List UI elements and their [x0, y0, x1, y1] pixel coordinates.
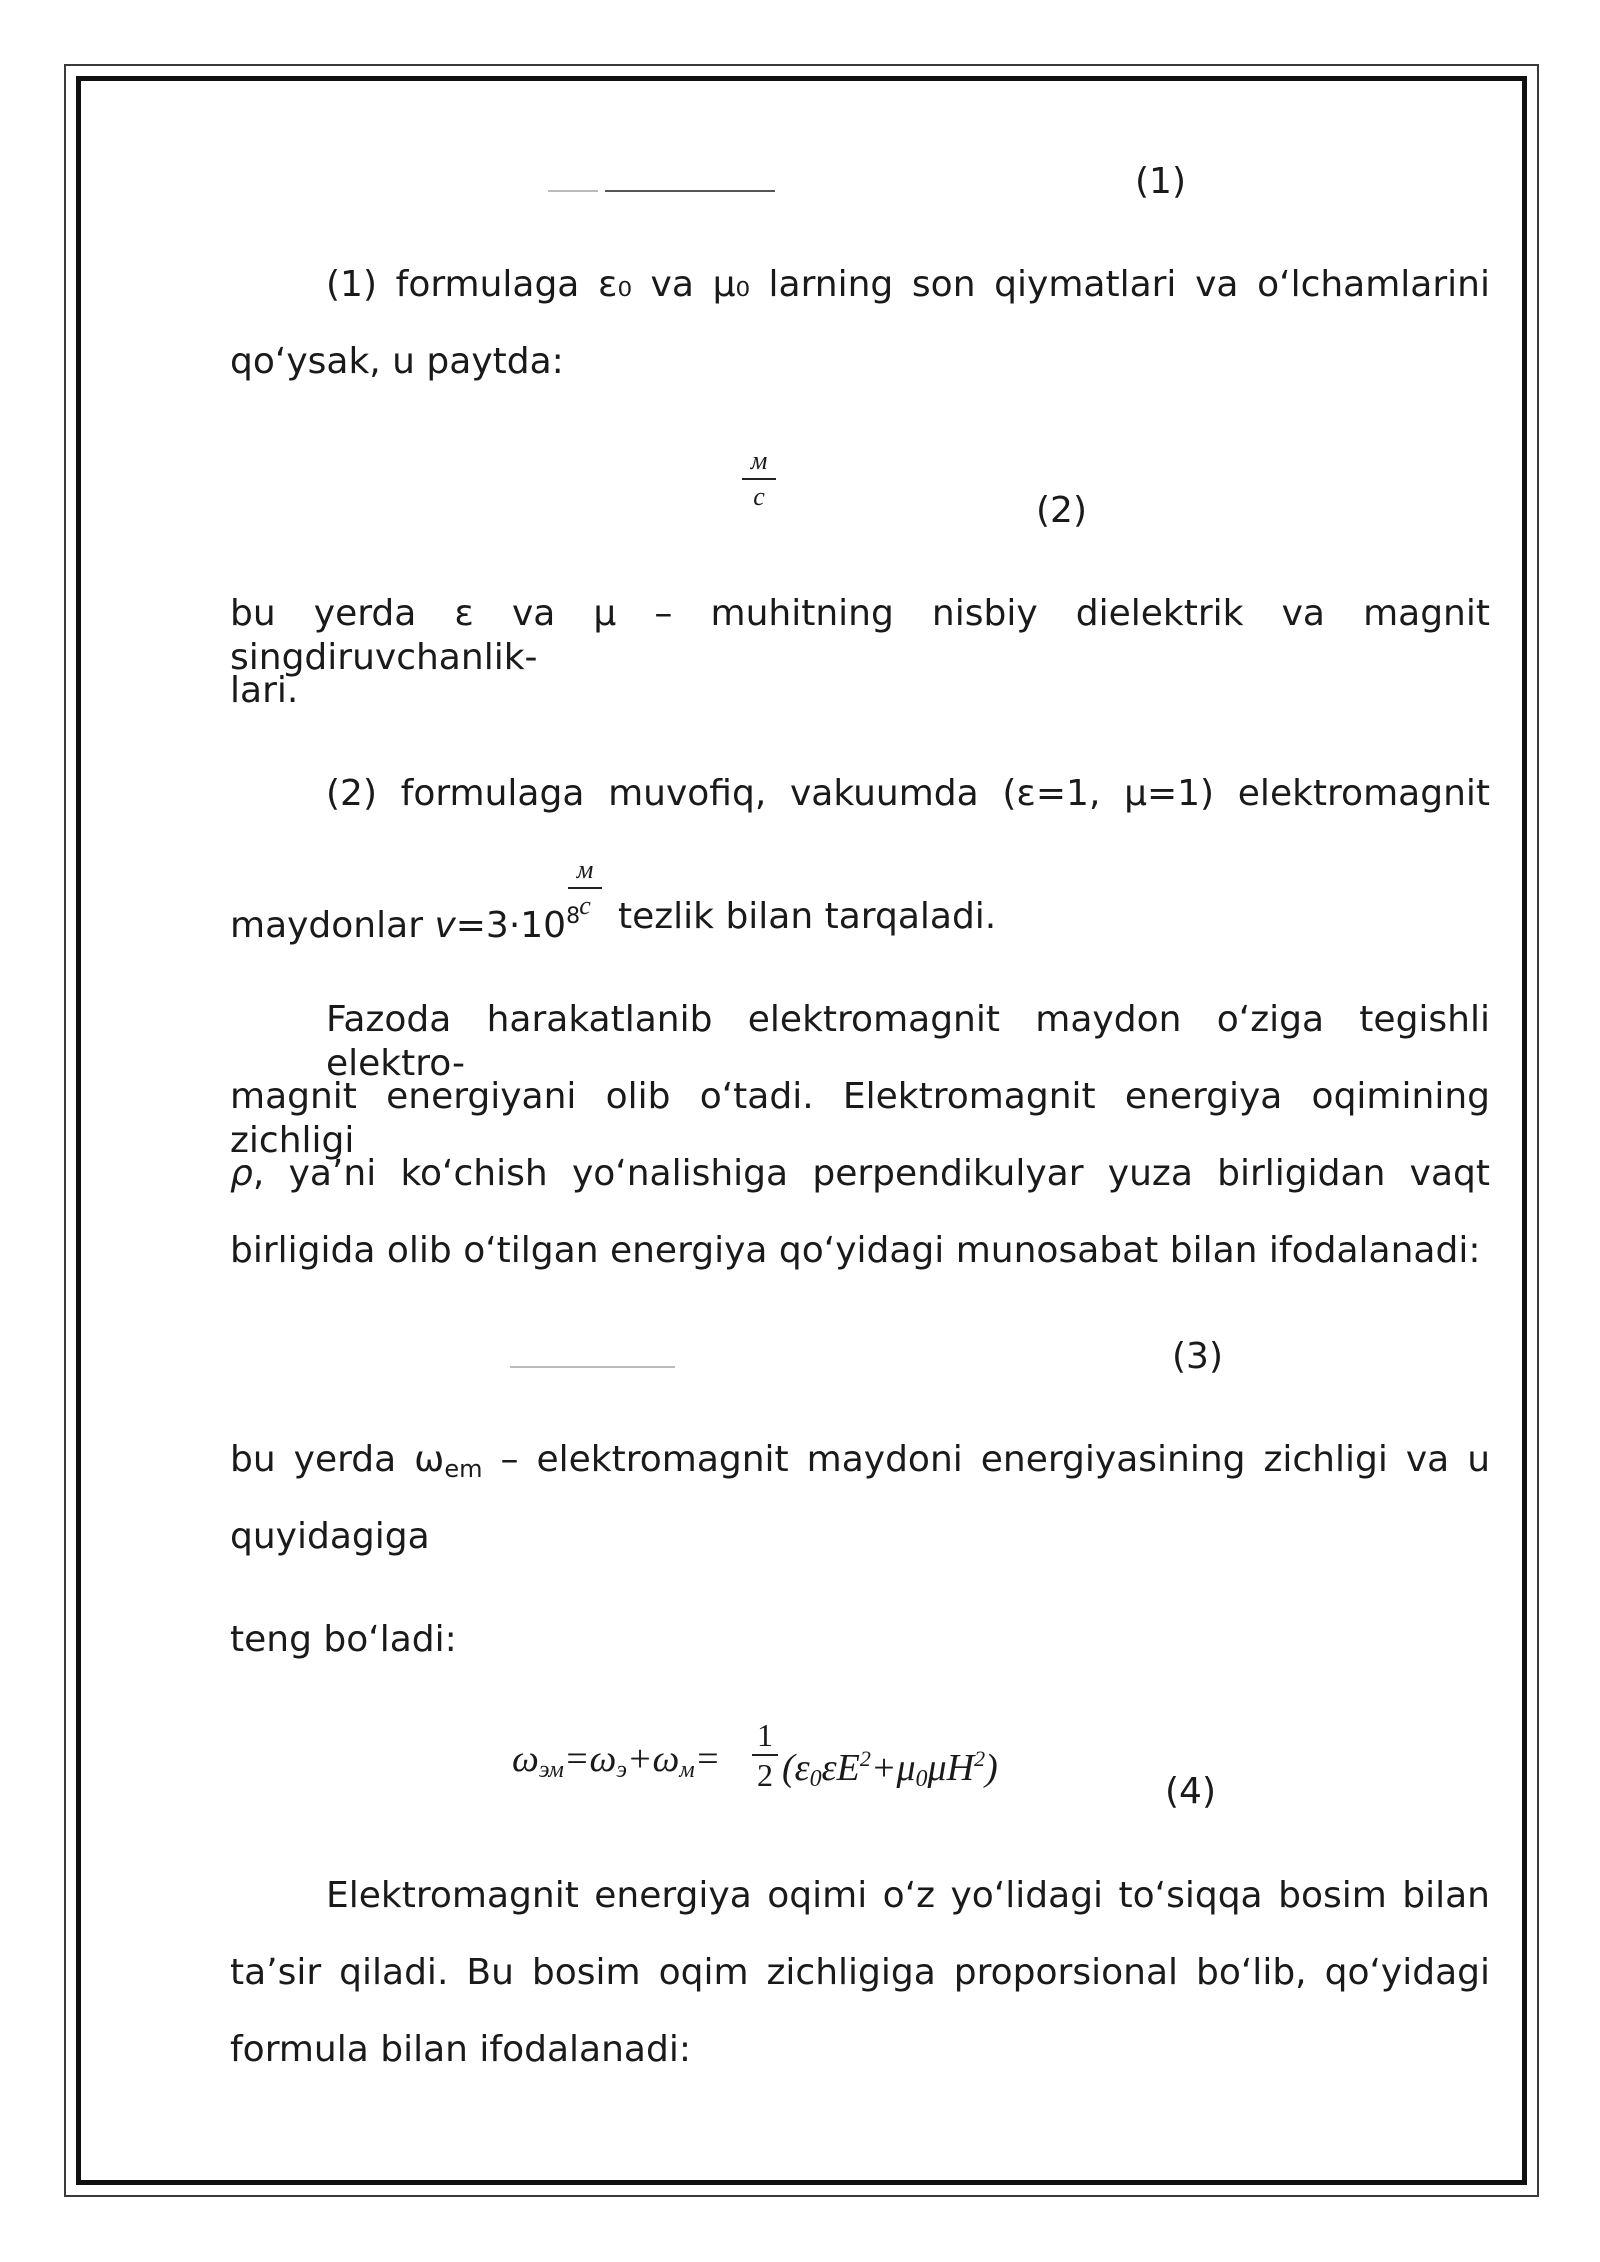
equation-2-unit-bar	[742, 478, 776, 480]
eq4-open: (ε	[782, 1747, 810, 1789]
paragraph-5-line-2: quyidagiga	[230, 1516, 430, 1557]
eq4-E-sup: 2	[859, 1746, 871, 1771]
rho-symbol: ρ	[230, 1153, 253, 1194]
equation-2-unit-numerator: м	[750, 446, 768, 475]
equation-2-unit-fraction	[742, 446, 776, 512]
eq4-epsE: εE	[821, 1747, 860, 1789]
paragraph-3-unit-fraction	[568, 855, 602, 921]
equation-4	[512, 1737, 720, 1792]
paragraph-1-line-1: (1) formulaga ε₀ va μ₀ larning son qiymatlari va o‘lchamlarini	[326, 264, 1490, 305]
eq4-t1: =ω	[563, 1738, 617, 1780]
paragraph-6-line-3: formula bilan ifodalanadi:	[230, 2029, 691, 2070]
equation-4-body	[782, 1737, 998, 1801]
paragraph-5-line-1	[230, 1438, 1490, 1491]
eq4-lhs: ω	[512, 1738, 539, 1780]
eq4-lhs-sub: эм	[538, 1757, 564, 1783]
omega-subscript-em: em	[444, 1455, 483, 1483]
equation-2-number: (2)	[1036, 490, 1087, 531]
paragraph-5-line-1-suffix: – elektromagnit maydoni energiyasining zichligi va u	[482, 1439, 1491, 1480]
equation-3-faint	[510, 1366, 675, 1368]
eq4-t3: =	[694, 1738, 721, 1780]
eq4-plus-mu: +μ	[870, 1747, 916, 1789]
eq4-mu0-sub: 0	[915, 1766, 928, 1792]
paragraph-4-line-4: birligida olib o‘tilgan energiya qo‘yidagi munosabat bilan ifodalanadi:	[230, 1230, 1481, 1271]
paragraph-4-line-2: magnit energiyani olib o‘tadi. Elektromagnit energiya oqimining zichligi	[230, 1076, 1490, 1161]
paragraph-3-unit-denominator: с	[579, 891, 591, 920]
paragraph-2-line-2: lari.	[230, 670, 299, 711]
paragraph-3-unit-numerator: м	[576, 855, 594, 884]
eq4-half-denominator: 2	[757, 1757, 773, 1793]
paragraph-3-line-2-suffix: tezlik bilan tarqaladi.	[618, 896, 997, 937]
paragraph-5-line-1-prefix: bu yerda ω	[230, 1439, 445, 1480]
paragraph-3-line-2-prefix: maydonlar	[230, 905, 435, 946]
paragraph-3-line-1: (2) formulaga muvofiq, vakuumda (ε=1, μ=1) elektromagnit	[326, 773, 1490, 814]
paragraph-4-line-1: Fazoda harakatlanib elektromagnit maydon o‘ziga tegishli elektro-	[326, 999, 1490, 1084]
equation-1-number: (1)	[1135, 161, 1186, 202]
paragraph-4-line-3-text: , ya’ni ko‘chish yo‘nalishiga perpendikulyar yuza birligidan vaqt	[252, 1153, 1490, 1194]
paragraph-4-line-3	[230, 1152, 1490, 1196]
equation-1-faint	[548, 190, 598, 192]
paragraph-2-line-1: bu yerda ε va μ – muhitning nisbiy dielektrik va magnit singdiruvchanlik-	[230, 593, 1490, 678]
equation-1-fraction-line	[605, 190, 775, 192]
velocity-exponent: 8	[566, 904, 581, 929]
equation-4-number: (4)	[1165, 1771, 1216, 1812]
paragraph-3-unit-bar	[568, 887, 602, 889]
eq4-t1-sub: э	[616, 1757, 627, 1783]
eq4-half-fraction	[752, 1718, 778, 1792]
eq4-t2: +ω	[626, 1738, 680, 1780]
eq4-eps0-sub: 0	[809, 1766, 822, 1792]
eq4-half-numerator: 1	[757, 1717, 773, 1753]
paragraph-1-line-2: qo‘ysak, u paytda:	[230, 341, 564, 382]
equation-3-number: (3)	[1172, 1336, 1223, 1377]
eq4-close: )	[985, 1747, 998, 1789]
paragraph-3-line-2	[230, 895, 580, 948]
velocity-value: =3·10	[455, 905, 567, 946]
equation-2-unit-denominator: с	[753, 482, 765, 511]
eq4-muH: μH	[927, 1747, 975, 1789]
paragraph-6-line-2: ta’sir qiladi. Bu bosim oqim zichligiga proporsional bo‘lib, qo‘yidagi	[230, 1952, 1490, 1993]
paragraph-6-line-1: Elektromagnit energiya oqimi o‘z yo‘lidagi to‘siqqa bosim bilan	[326, 1875, 1490, 1916]
paragraph-5-line-3: teng bo‘ladi:	[230, 1619, 457, 1660]
eq4-half-bar	[752, 1754, 778, 1756]
eq4-t2-sub: м	[679, 1757, 695, 1783]
eq4-H-sup: 2	[974, 1746, 986, 1771]
velocity-symbol: v	[434, 905, 456, 946]
